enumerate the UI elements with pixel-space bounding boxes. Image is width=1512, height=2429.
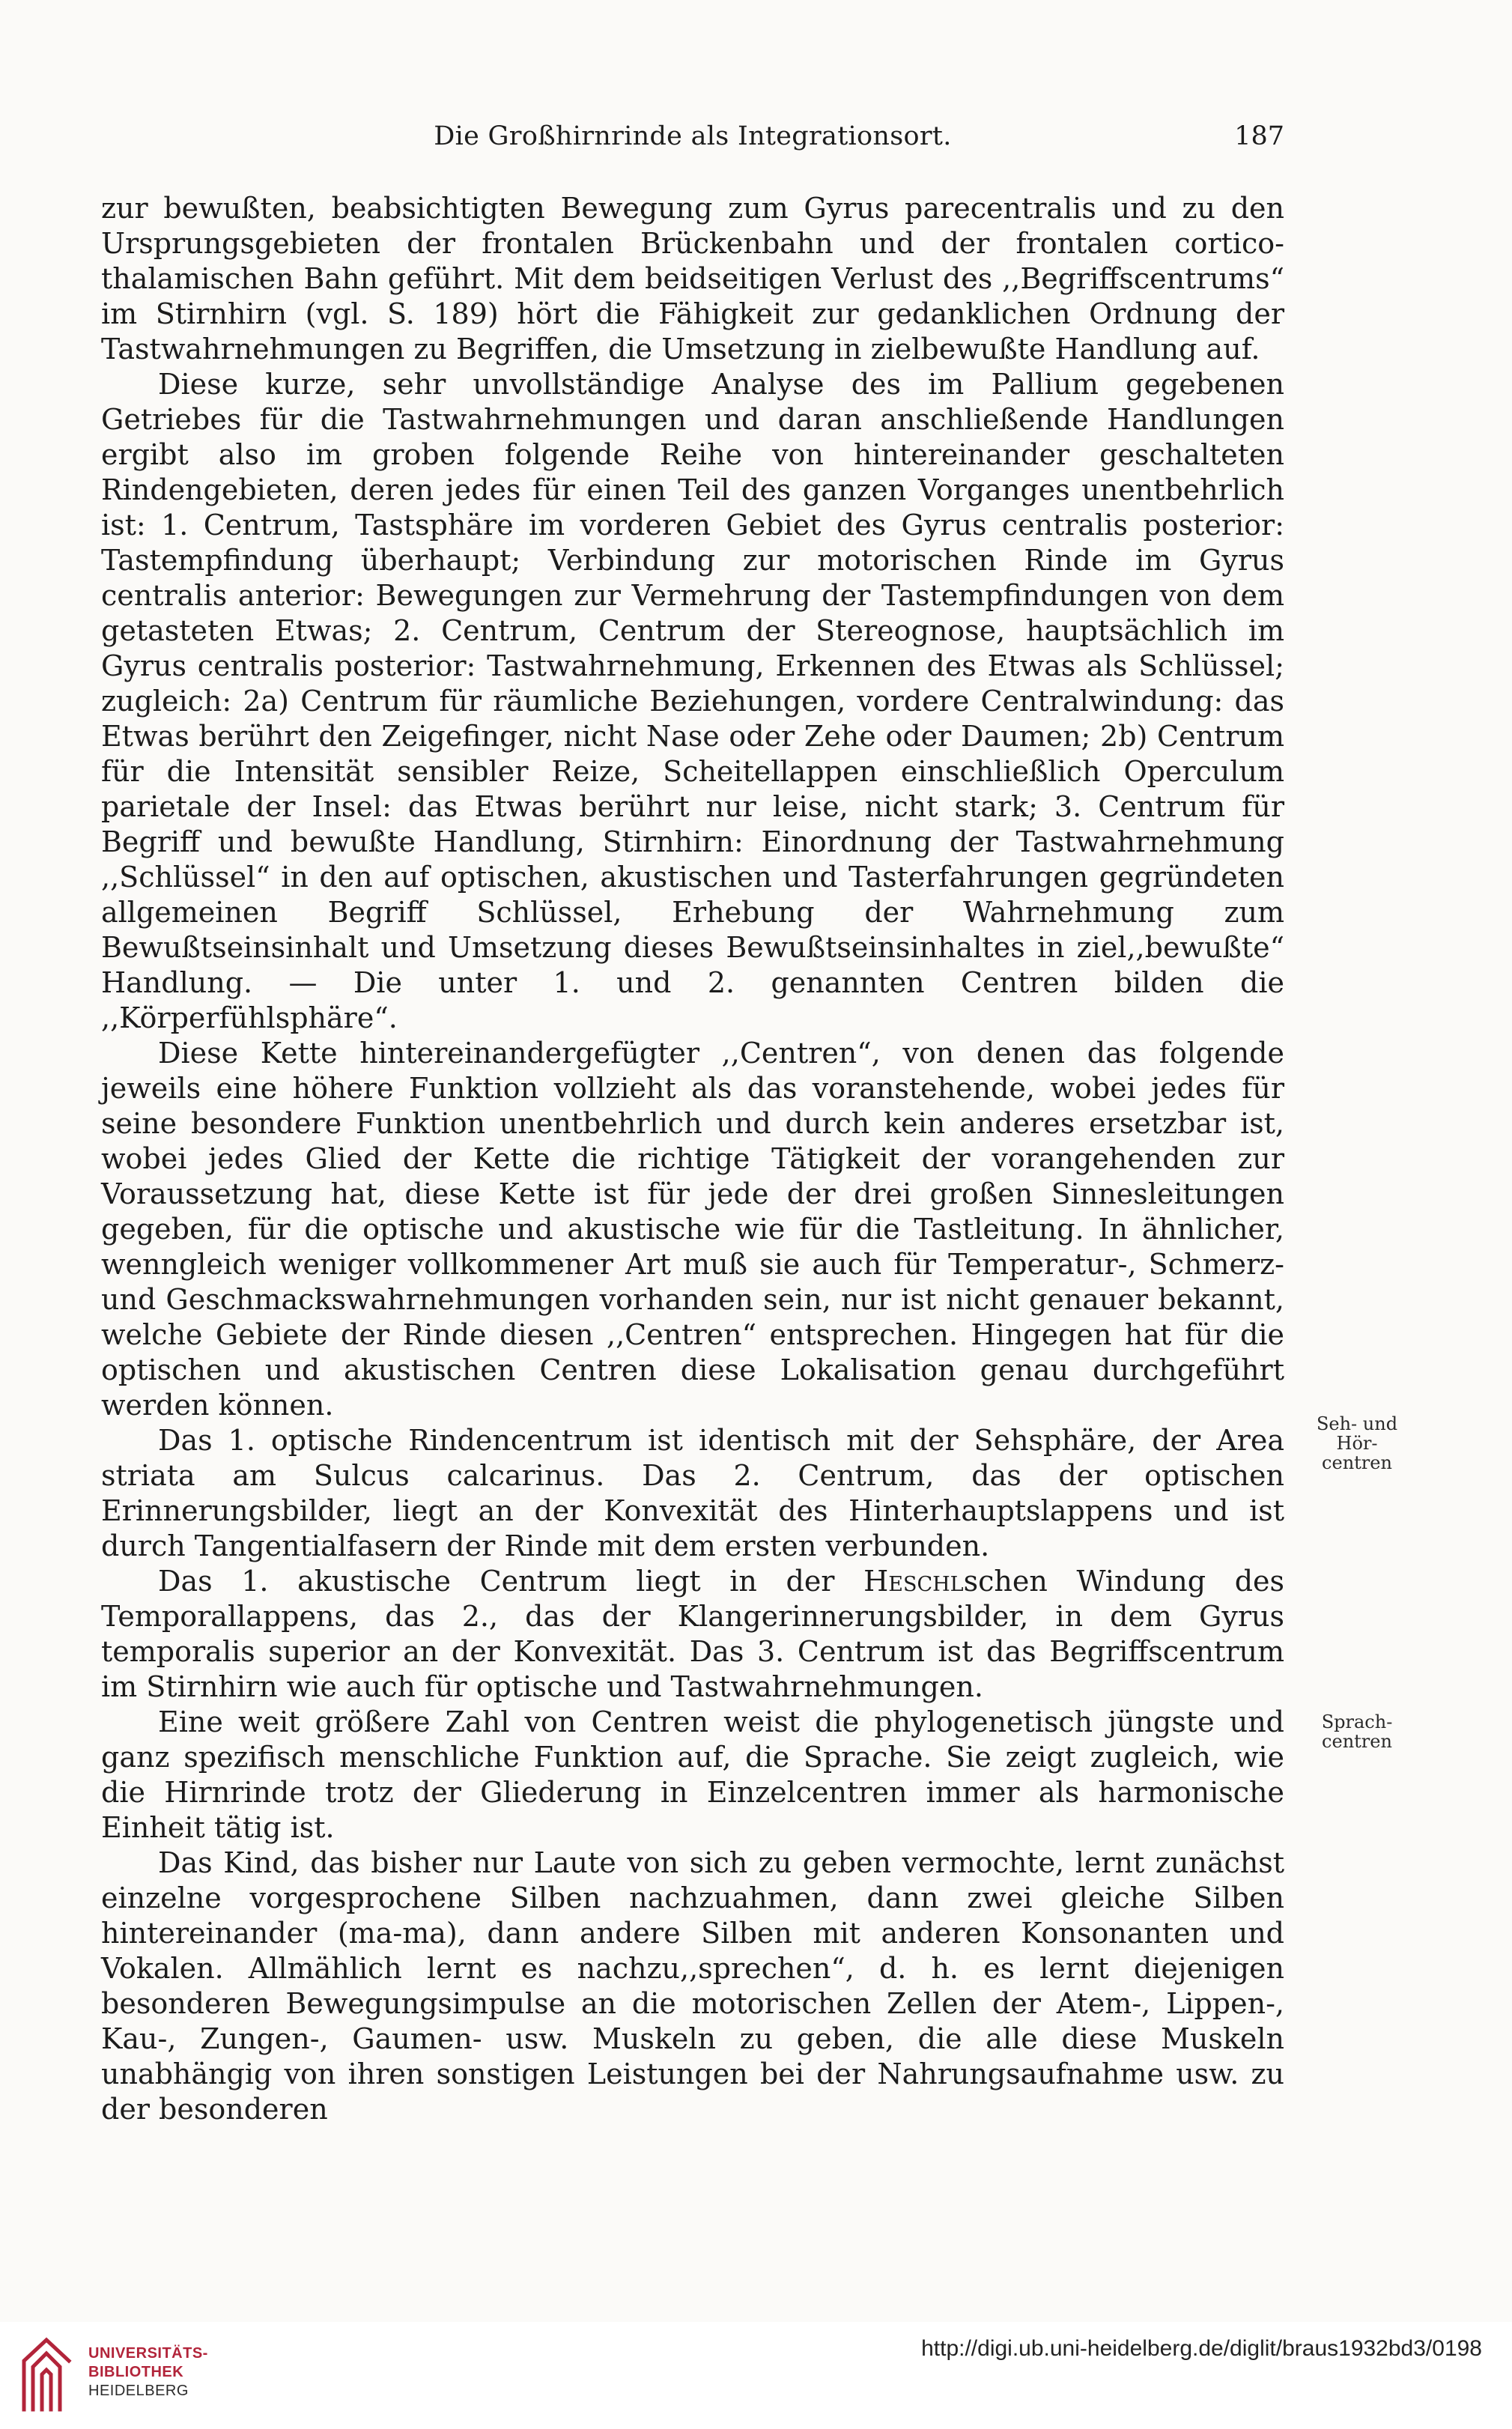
margin-note-line: centren — [1322, 1731, 1392, 1752]
library-name-line: BIBLIOTHEK — [88, 2364, 184, 2380]
library-name-line: HEIDELBERG — [88, 2383, 189, 2399]
margin-note-line: Seh- und — [1316, 1413, 1398, 1434]
footer-bar — [0, 2322, 1512, 2429]
paragraph-2: Diese kurze, sehr unvollständige Analyse des im Pallium gegebenen Getriebes für die Tastwahrnehmungen und daran anschließende Handlungen ergibt also im groben folgende Reihe von hintereinander geschalteten Rindengebieten, deren jedes für einen Teil des ganzen Vorganges unentbehrlich ist: 1. Centrum, Tastsphäre im vorderen Gebiet des Gyrus centralis posterior: Tastempfindung überhaupt; Verbindung zur motorischen Rinde im Gyrus centralis anterior: Bewegungen zur Vermehrung der Tastempfindungen von dem getasteten Etwas; 2. Centrum, Centrum der Stereognose, hauptsächlich im Gyrus centralis posterior: Tastwahrnehmung, Erkennen des Etwas als Schlüssel; zugleich: 2a) Centrum für räumliche Beziehungen, vordere Centralwindung: das Etwas berührt den Zeigefinger, nicht Nase oder Zehe oder Daumen; 2b) Centrum für die Intensität sensibler Reize, Scheitellappen einschließlich Operculum parietale der Insel: das Etwas berührt nur leise, nicht stark; 3. Centrum für Begriff und bewußte Handlung, Stirnhirn: Einordnung der Tastwahrnehmung ,,Schlüssel“ in den auf optischen, akustischen und Tasterfahrungen gegründeten allgemeinen Begriff Schlüssel, Erhebung der Wahrnehmung zum Bewußtseinsinhalt und Umsetzung dieses Bewußtseinsinhaltes in ziel,,bewußte“ Handlung. — Die unter 1. und 2. genannten Centren bilden die ,,Körperfühlsphäre“. — [101, 368, 1284, 1034]
page-number: 187 — [1234, 121, 1284, 151]
margin-note-line: Sprach- — [1321, 1711, 1393, 1732]
body-text — [101, 191, 1284, 2127]
running-title: Die Großhirnrinde als Integrationsort. — [434, 121, 952, 151]
paragraph-7: Das Kind, das bisher nur Laute von sich zu geben vermochte, lernt zunächst einzelne vorgesprochene Silben nachzuahmen, dann zwei gleiche Silben hintereinander (ma-ma), dann andere Silben mit anderen Konsonanten und Vokalen. Allmählich lernt es nachzu,,sprechen“, d. h. es lernt diejenigen besonderen Bewegungsimpulse an die motorischen Zellen der Atem-, Lippen-, Kau-, Zungen-, Gaumen- usw. Muskeln zu geben, die alle diese Muskeln unabhängig von ihren sonstigen Leistungen bei der Nahrungsaufnahme usw. zu der besonderen — [101, 1846, 1284, 2126]
margin-note-line: centren — [1322, 1452, 1392, 1473]
margin-note-sprachcentren — [1305, 1712, 1409, 1751]
paragraph-6: Eine weit größere Zahl von Centren weist die phylogenetisch jüngste und ganz spezifisch menschliche Funktion auf, die Sprache. Sie zeigt zugleich, wie die Hirnrinde trotz der Gliederung in Einzelcentren immer als harmonische Einheit tätig ist. — [101, 1705, 1284, 1844]
author-name-heschl: Heschl — [863, 1565, 964, 1598]
margin-note-line: Hör- — [1336, 1433, 1378, 1454]
paragraph-5 — [101, 1564, 1284, 1705]
library-name-line: UNIVERSITÄTS- — [88, 2345, 208, 2362]
university-library-logo-icon — [16, 2331, 76, 2413]
paragraph-4: Das 1. optische Rindencentrum ist identisch mit der Sehsphäre, der Area striata am Sulcus calcarinus. Das 2. Centrum, das der optischen Erinnerungsbilder, liegt an der Konvexität des Hinterhauptslappens und ist durch Tangentialfasern der Rinde mit dem ersten verbunden. — [101, 1424, 1284, 1562]
library-name — [88, 2344, 208, 2401]
margin-note-seh-hoer-centren — [1305, 1414, 1409, 1473]
paragraph-1: zur bewußten, beabsichtigten Bewegung zum Gyrus parecentralis und zu den Ursprungsgebieten der frontalen Brückenbahn und der frontalen cortico-thalamischen Bahn geführt. Mit dem beidseitigen Verlust des ,,Begriffscentrums“ im Stirnhirn (vgl. S. 189) hört die Fähigkeit zur gedanklichen Ordnung der Tastwahrnehmungen zu Begriffen, die Umsetzung in zielbewußte Handlung auf. — [101, 192, 1284, 366]
paragraph-5-start: Das 1. akustische Centrum liegt in der — [158, 1565, 864, 1598]
paragraph-3: Diese Kette hintereinandergefügter ,,Centren“, von denen das folgende jeweils eine höhere Funktion vollzieht als das voranstehende, wobei jedes für seine besondere Funktion unentbehrlich und durch kein anderes ersetzbar ist, wobei jedes Glied der Kette die richtige Tätigkeit der vorangehenden zur Voraussetzung hat, diese Kette ist für jede der drei großen Sinnesleitungen gegeben, für die optische und akustische wie für die Tastleitung. In ähnlicher, wenngleich weniger vollkommener Art muß sie auch für Temperatur-, Schmerz- und Geschmackswahrnehmungen vorhanden sein, nur ist nicht genauer bekannt, welche Gebiete der Rinde diesen ,,Centren“ entsprechen. Hingegen hat für die optischen und akustischen Centren diese Lokalisation genau durchgeführt werden können. — [101, 1037, 1284, 1422]
running-head — [101, 114, 1284, 159]
paragraph-5-end: schen Windung des Temporallappens, das 2., das der Klangerinnerungsbilder, in dem Gyrus temporalis superior an der Konvexität. Das 3. Centrum ist das Begriffscentrum im Stirnhirn wie auch für optische und Tastwahrnehmungen. — [101, 1565, 1285, 1703]
permalink-url[interactable]: http://digi.ub.uni-heidelberg.de/diglit/braus1932bd3/0198 — [921, 2336, 1482, 2361]
